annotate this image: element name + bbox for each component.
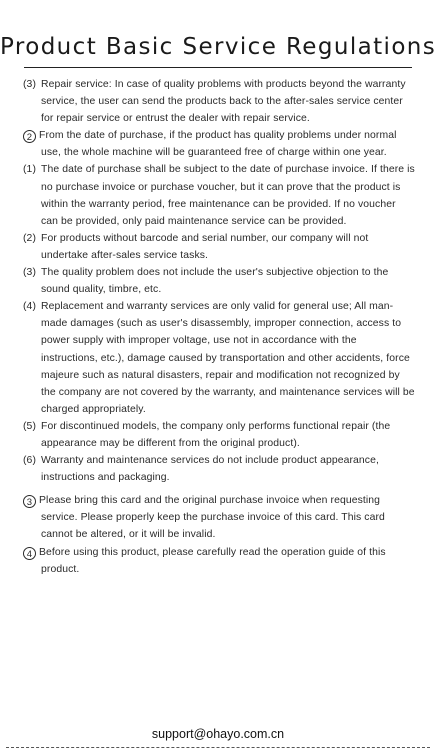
item-text: Before using this product, please carefully read the operation guide of this product.: [39, 546, 386, 575]
circled-number-icon: 3: [23, 495, 36, 508]
list-item: [23, 418, 415, 452]
item-marker: (2): [23, 232, 36, 244]
item-marker: (4): [23, 301, 36, 313]
item-text: For products without barcode and serial number, our company will not undertake after-sales service tasks.: [41, 232, 369, 261]
item-text: For discontinued models, the company only performs functional repair (the appearance may be different from the original product).: [41, 420, 391, 449]
list-item: [23, 230, 415, 264]
list-item: [23, 76, 415, 127]
item-text: From the date of purchase, if the product has quality problems under normal use, the whole machine will be guaranteed free of charge within one year.: [39, 130, 397, 159]
item-text: Replacement and warranty services are only valid for general use; All man-made damages (such as user's disassembly, improper connection, access to power supply with improper voltage, use not in accordance with the instructions, etc.), damage caused by transportation and other accidents, force majeure such as natural disasters, repair and modification not recognized by the company are not covered by the warranty, and maintenance services will be charged appropriately.: [41, 301, 415, 415]
circled-number-icon: 4: [23, 547, 36, 560]
list-item: [23, 544, 415, 578]
item-text: The quality problem does not include the user's subjective objection to the sound quality, timbre, etc.: [41, 267, 389, 296]
list-item: [23, 127, 415, 161]
list-item: [23, 492, 415, 543]
list-item: [23, 264, 415, 298]
item-marker: (1): [23, 164, 36, 176]
item-marker: (3): [23, 267, 36, 279]
list-item: [23, 452, 415, 486]
bottom-divider: [6, 747, 430, 748]
item-marker: (6): [23, 455, 36, 467]
item-text: Warranty and maintenance services do not include product appearance, instructions and packaging.: [41, 455, 379, 484]
circled-number-icon: 2: [23, 130, 36, 143]
page-title: Product Basic Service Regulations: [0, 34, 436, 60]
item-marker: (3): [23, 79, 36, 90]
item-text: The date of purchase shall be subject to the date of purchase invoice. If there is no purchase invoice or purchase voucher, but it can prove that the product is within the warranty period, free maintenance can be provided. If no voucher can be provided, only paid maintenance service can be provided.: [41, 164, 415, 227]
list-item: [23, 161, 415, 229]
title-underline: [24, 67, 412, 68]
item-marker: (5): [23, 420, 36, 432]
item-text: Repair service: In case of quality problems with products beyond the warranty service, the user can send the products back to the after-sales service center for repair service or entrust the dealer with repair service.: [41, 79, 406, 125]
regulations-list: [23, 76, 415, 578]
support-email-link[interactable]: support@ohayo.com.cn: [151, 727, 285, 741]
list-item: [23, 298, 415, 418]
item-text: Please bring this card and the original purchase invoice when requesting service. Please properly keep the purchase invoice of this card. This card cannot be altered, or it will be invalid.: [39, 495, 385, 541]
